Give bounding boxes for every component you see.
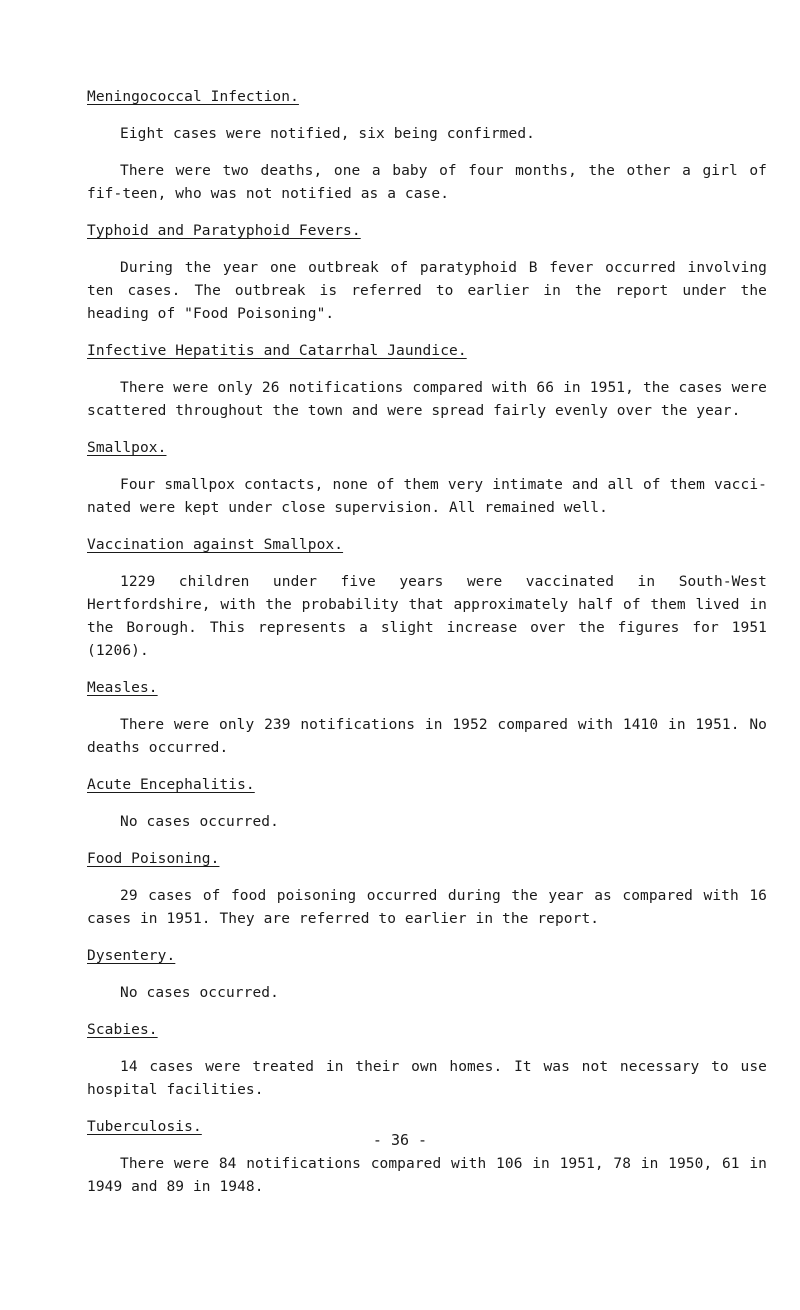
section-heading: Measles. <box>87 680 158 696</box>
section-paragraph: 29 cases of food poisoning occurred during the year as compared with 16 cases in 1951. They are referred to earlier in the report. <box>87 888 767 927</box>
section-meningococcal-infection <box>87 86 767 206</box>
section-paragraph: During the year one outbreak of paratyphoid B fever occurred involving ten cases. The outbreak is referred to earlier in the report under the heading of "Food Poisoning". <box>87 260 767 322</box>
report-sections <box>87 86 767 1213</box>
section-heading: Scabies. <box>87 1022 158 1038</box>
section-paragraph: There were only 239 notifications in 1952 compared with 1410 in 1951. No deaths occurred. <box>87 717 767 756</box>
section-heading: Tuberculosis. <box>87 1119 202 1135</box>
section-smallpox <box>87 437 767 520</box>
section-paragraph: There were two deaths, one a baby of four months, the other a girl of fif-teen, who was not notified as a case. <box>87 163 767 202</box>
section-heading: Dysentery. <box>87 948 176 964</box>
section-heading: Vaccination against Smallpox. <box>87 537 344 553</box>
section-heading: Smallpox. <box>87 440 167 456</box>
section-paragraph: Eight cases were notified, six being confirmed. <box>120 126 535 142</box>
section-paragraph: There were only 26 notifications compared with 66 in 1951, the cases were scattered throughout the town and were spread fairly evenly over the year. <box>87 380 767 419</box>
section-paragraph: 14 cases were treated in their own homes. It was not necessary to use hospital facilities. <box>87 1059 767 1098</box>
section-paragraph: Four smallpox contacts, none of them very intimate and all of them vacci-nated were kept under close supervision. All remained well. <box>87 477 767 516</box>
section-typhoid-paratyphoid <box>87 220 767 326</box>
section-paragraph: No cases occurred. <box>120 814 279 830</box>
section-scabies <box>87 1019 767 1102</box>
section-heading: Food Poisoning. <box>87 851 220 867</box>
section-vaccination-smallpox <box>87 534 767 663</box>
section-paragraph: There were 84 notifications compared with 106 in 1951, 78 in 1950, 61 in 1949 and 89 in 1948. <box>87 1156 767 1195</box>
section-measles <box>87 677 767 760</box>
page-number: - 36 - <box>372 1131 428 1149</box>
section-infective-hepatitis <box>87 340 767 423</box>
section-food-poisoning <box>87 848 767 931</box>
section-heading: Acute Encephalitis. <box>87 777 255 793</box>
section-heading: Infective Hepatitis and Catarrhal Jaundice. <box>87 343 467 359</box>
section-paragraph: 1229 children under five years were vaccinated in South-West Hertfordshire, with the probability that approximately half of them lived in the Borough. This represents a slight increase over the figures for 1951 (1206). <box>87 574 767 659</box>
section-heading: Meningococcal Infection. <box>87 89 299 105</box>
section-paragraph: No cases occurred. <box>120 985 279 1001</box>
section-heading: Typhoid and Paratyphoid Fevers. <box>87 223 361 239</box>
section-acute-encephalitis <box>87 774 767 834</box>
section-tuberculosis <box>87 1116 767 1199</box>
section-dysentery <box>87 945 767 1005</box>
